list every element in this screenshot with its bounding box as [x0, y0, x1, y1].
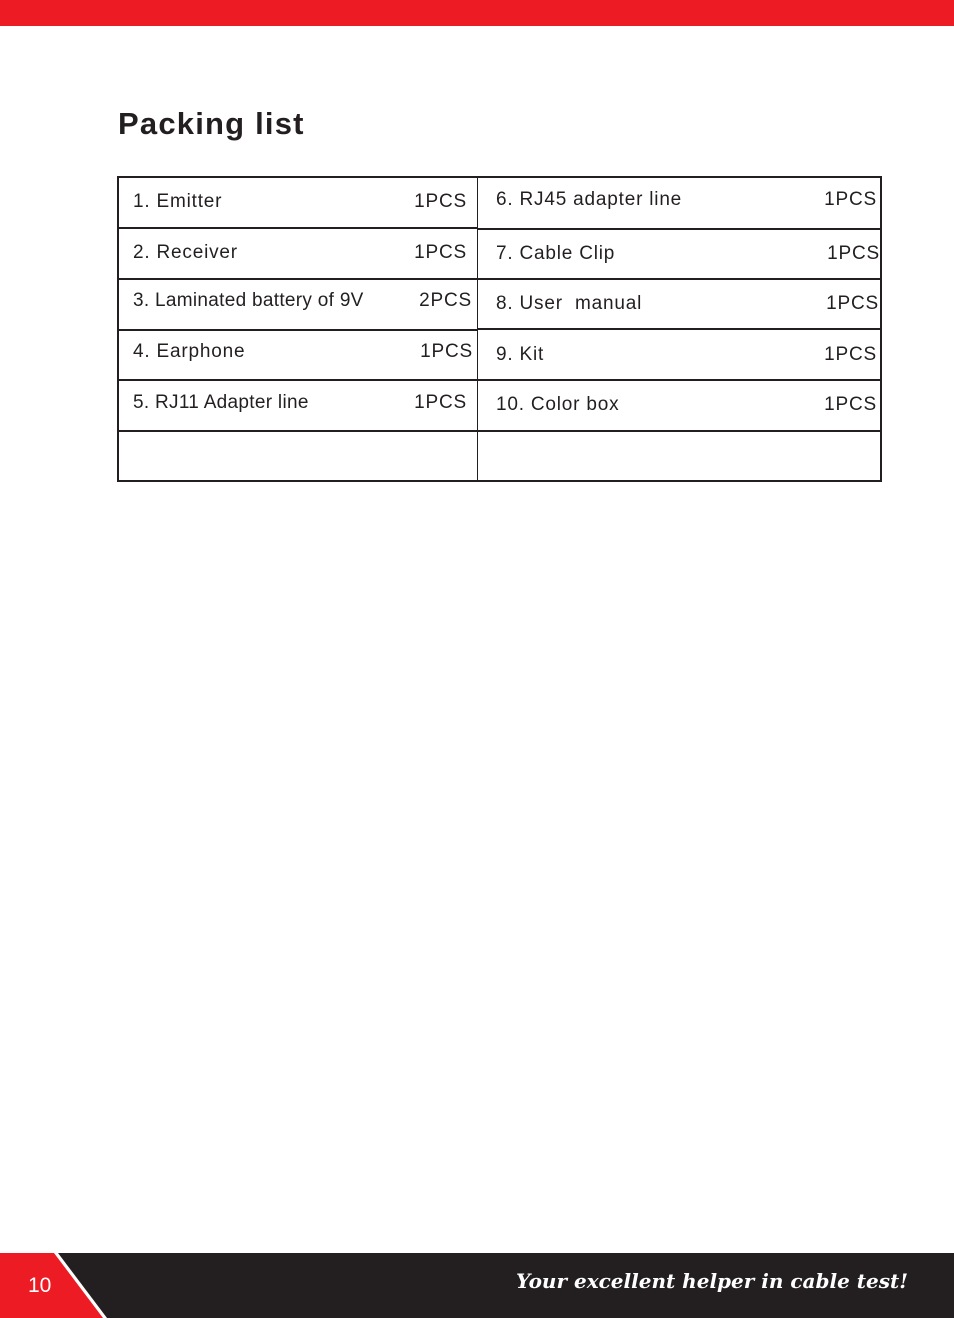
- list-item: [496, 189, 877, 239]
- item-name: 3. Laminated battery of 9V: [133, 290, 364, 311]
- page-number: 10: [28, 1274, 52, 1297]
- item-name: 6. RJ45 adapter line: [496, 189, 683, 210]
- list-item: [133, 392, 467, 442]
- item-quantity: 1PCS: [414, 191, 467, 212]
- list-item: [496, 344, 877, 394]
- footer-tagline: Your excellent helper in cable test!: [516, 1269, 908, 1293]
- packing-list-table: [117, 176, 882, 482]
- top-accent-bar: [0, 0, 954, 26]
- item-quantity: 1PCS: [414, 392, 467, 413]
- item-name: 4. Earphone: [133, 341, 246, 362]
- item-quantity: 1PCS: [826, 293, 879, 314]
- item-name: 8. User manual: [496, 293, 643, 314]
- list-item: [133, 191, 467, 241]
- list-item: [496, 243, 880, 293]
- item-quantity: 1PCS: [824, 344, 877, 365]
- list-item: [496, 394, 877, 444]
- item-name: 1. Emitter: [133, 191, 223, 212]
- list-item: [133, 242, 467, 292]
- item-name: 2. Receiver: [133, 242, 238, 263]
- item-name: 9. Kit: [496, 344, 545, 365]
- item-name: 10. Color box: [496, 394, 620, 415]
- page-title: Packing list: [118, 106, 305, 141]
- list-item: [133, 341, 473, 391]
- item-quantity: 1PCS: [824, 394, 877, 415]
- item-quantity: 1PCS: [824, 189, 877, 210]
- item-quantity: 1PCS: [414, 242, 467, 263]
- list-item: [133, 290, 472, 340]
- item-quantity: 2PCS: [419, 290, 472, 311]
- item-name: 7. Cable Clip: [496, 243, 616, 264]
- item-name: 5. RJ11 Adapter line: [133, 392, 309, 413]
- item-quantity: 1PCS: [827, 243, 880, 264]
- list-item: [496, 293, 879, 343]
- item-quantity: 1PCS: [420, 341, 473, 362]
